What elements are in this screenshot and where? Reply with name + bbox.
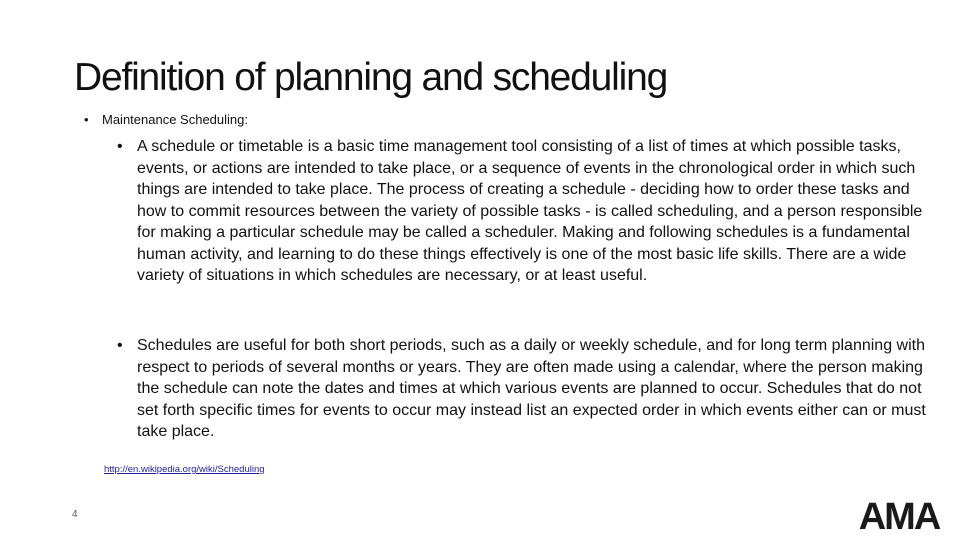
paragraph-schedule-definition [117,136,927,287]
slide-title: Definition of planning and scheduling [74,56,668,99]
paragraph-schedule-usefulness [117,335,927,443]
bullet-icon: • [117,138,123,155]
bullet-icon: • [84,112,89,127]
section-heading-text: Maintenance Scheduling: [102,112,248,127]
paragraph-text: Schedules are useful for both short periods, such as a daily or weekly schedule, and for long term planning with respect to periods of several months or years. They are often made using a calendar, where the person making the schedule can note the dates and times at which various events are planned to occur. Schedules that do not set forth specific times for events to occur may instead list an expected order in which events either can or must take place. [137,337,926,440]
source-link[interactable]: http://en.wikipedia.org/wiki/Scheduling [104,464,265,475]
logo-text: AMA [858,498,940,532]
bullet-icon: • [117,337,123,354]
page-number: 4 [72,509,78,520]
section-heading [84,112,248,127]
paragraph-text: A schedule or timetable is a basic time management tool consisting of a list of times at which possible tasks, events, or actions are intended to take place, or a sequence of events in the chronological order in which such things are intended to take place. The process of creating a schedule - deciding how to order these tasks and how to commit resources between the variety of possible tasks - is called scheduling, and a person responsible for making a particular schedule may be called a scheduler. Making and following schedules is a fundamental human activity, and learning to do these things effectively is one of the most basic life skills. There are a wide variety of situations in which schedules are necessary, or at least useful. [137,138,923,284]
ama-logo [846,498,952,532]
